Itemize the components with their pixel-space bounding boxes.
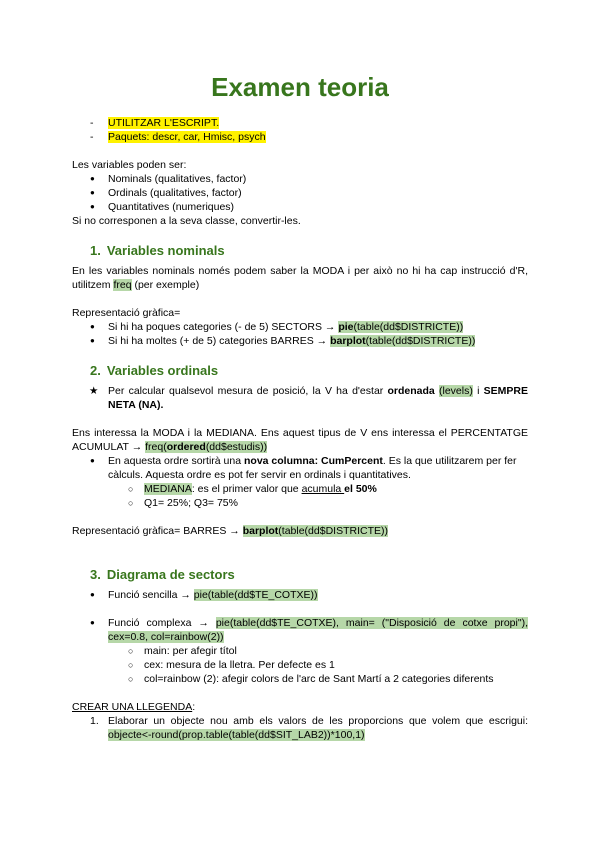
list-item: ● Funció complexa → pie(table(dd$TE_COTXE), main= ("Disposició de cotxe propi"), cex=0.8, col=rainbow(2)) [72,616,528,644]
section-heading-1: 1. Variables nominals [90,243,225,258]
sec3-list-2 [72,616,528,644]
section-heading-2: 2. Variables ordinals [90,363,219,378]
sec2-rep: Representació gràfica= BARRES → barplot(table(dd$DISTRICTE)) [72,525,388,537]
list-item: ○ MEDIANA: es el primer valor que acumula el 50% [72,482,528,496]
intro-list [72,116,528,144]
section-heading-3: 3. Diagrama de sectors [90,567,235,582]
list-item: - UTILITZAR L'ESCRIPT. [72,116,528,130]
var-types-list [72,172,528,214]
list-item: 1. Elaborar un objecte nou amb els valors de les proporcions que volem que escrigui: objecte<-round(prop.table(table(dd$SIT_LAB2))*100,1) [90,715,528,741]
sec1-rep: Representació gràfica= [72,307,181,319]
document-page [72,72,528,742]
sec3-list-1 [72,588,528,602]
sec2-sublist [72,482,528,510]
sec1-paragraph: En les variables nominals només podem saber la MODA i per això no hi ha cap instrucció d'R, utilitzem freq (per exemple) [72,265,528,291]
legend-steps [72,714,528,742]
list-item: ○ main: per afegir títol [72,644,528,658]
page-title: Examen teoria [211,72,389,102]
var-types-lead: Les variables poden ser: [72,159,187,171]
list-item: ● Funció sencilla → pie(table(dd$TE_COTXE)) [72,588,528,602]
sec2-paragraph: Ens interessa la MODA i la MEDIANA. Ens aquest tipus de V ens interessa el PERCENTATGE ACUMULAT → freq(ordered(dd$estudis)) [72,427,528,453]
var-types-after: Si no corresponen a la seva classe, convertir-les. [72,215,301,227]
list-item: ● Quantitatives (numeriques) [72,200,528,214]
list-item: ★ Per calcular qualsevol mesura de posició, la V ha d'estar ordenada (levels) i SEMPRE NETA (NA). [72,384,528,412]
list-item: - Paquets: descr, car, Hmisc, psych [72,130,528,144]
list-item: ○ Q1= 25%; Q3= 75% [72,496,528,510]
list-item: ● Nominals (qualitatives, factor) [72,172,528,186]
sec2-list [72,454,528,482]
list-item: ○ col=rainbow (2): afegir colors de l'arc de Sant Martí a 2 categories diferents [72,672,528,686]
list-item: ● Ordinals (qualitatives, factor) [72,186,528,200]
list-item: ○ cex: mesura de la lletra. Per defecte es 1 [72,658,528,672]
sec3-sublist [72,644,528,686]
list-item: ● Si hi ha moltes (+ de 5) categories BARRES → barplot(table(dd$DISTRICTE)) [72,334,528,348]
list-item: ● Si hi ha poques categories (- de 5) SECTORS → pie(table(dd$DISTRICTE)) [72,320,528,334]
sec1-list [72,320,528,348]
sec2-star-list [72,384,528,412]
legend-heading: CREAR UNA LLEGENDA: [72,701,196,713]
list-item: ● En aquesta ordre sortirà una nova columna: CumPercent. Es la que utilitzarem per fer càlculs. Aquesta ordre es pot fer servir en ordinals i quantitatives. [72,454,528,482]
